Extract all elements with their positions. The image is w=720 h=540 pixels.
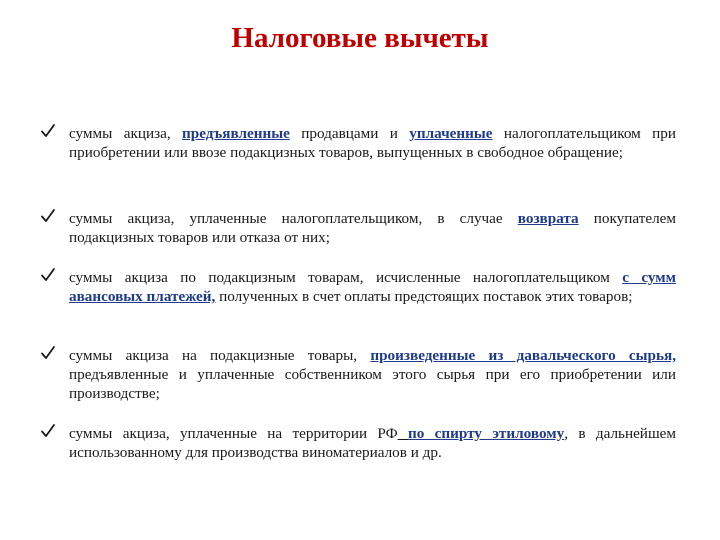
list-item xyxy=(40,124,676,162)
text-segment: суммы акциза, уплаченные налогоплательщиком, в случае xyxy=(69,210,518,227)
text-segment: суммы акциза, уплаченные на территории РФ xyxy=(69,425,398,442)
text-segment: суммы акциза, xyxy=(69,125,183,142)
item-text xyxy=(69,209,676,247)
list-item xyxy=(40,268,676,306)
text-segment: суммы акциза по подакцизным товарам, исчисленные налогоплательщиком xyxy=(69,269,623,286)
check-mark-icon xyxy=(40,123,56,139)
text-segment xyxy=(398,425,408,442)
item-text xyxy=(69,268,676,306)
page-title: Налоговые вычеты xyxy=(231,22,489,54)
highlighted-term: произведенные из давальческого сырья, xyxy=(370,347,677,364)
highlighted-term: предъявленные xyxy=(182,125,290,142)
text-segment: полученных в счет оплаты предстоящих поставок этих товаров; xyxy=(215,288,633,305)
list-item xyxy=(40,346,676,403)
text-segment: покупателем подакцизных товаров или отказа от них; xyxy=(69,210,676,246)
highlighted-term: по спирту этиловому xyxy=(407,425,565,442)
check-mark-icon xyxy=(40,423,56,439)
item-text xyxy=(69,124,676,162)
list-item xyxy=(40,209,676,247)
text-segment: , в дальнейшем использованному для производства виноматериалов и др. xyxy=(69,425,676,461)
check-mark-icon xyxy=(40,208,56,224)
highlighted-term: с сумм авансовых платежей, xyxy=(69,269,676,305)
item-text xyxy=(69,346,676,403)
text-segment: суммы акциза на подакцизные товары, xyxy=(69,347,371,364)
highlighted-term: уплаченные xyxy=(409,125,493,142)
check-mark-icon xyxy=(40,345,56,361)
check-mark-icon xyxy=(40,267,56,283)
text-segment: предъявленные и уплаченные собственником этого сырья при его приобретении или производстве; xyxy=(69,366,676,402)
text-segment: продавцами и xyxy=(289,125,410,142)
item-text xyxy=(69,424,676,462)
list-item xyxy=(40,424,676,462)
highlighted-term: возврата xyxy=(517,210,579,227)
text-segment: налогоплательщиком при приобретении или ввозе подакцизных товаров, выпущенных в свободное обращение; xyxy=(69,125,676,161)
